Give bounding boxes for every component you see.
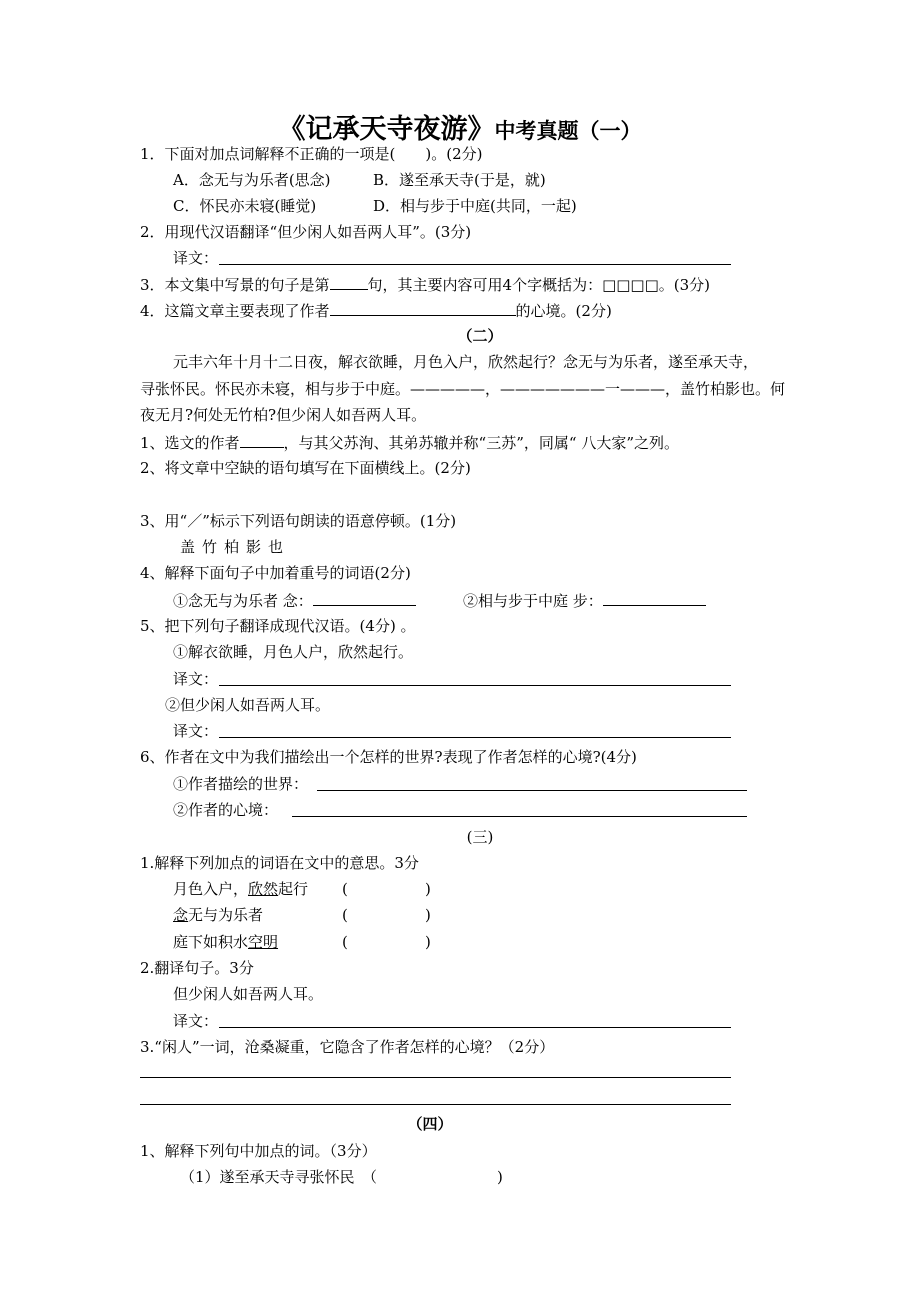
s1-q2-answer-line[interactable] [219,264,731,265]
s3-q1-row-3: 庭下如积水空明 [173,933,279,951]
section-4-heading: （四） [407,1115,453,1133]
s2-q2: 2、将文章中空缺的语句填写在下面横线上。(2分) [140,459,471,477]
s2-q1-blank[interactable] [240,432,284,448]
s2-q1: 1、选文的作者 ，与其父苏洵、其弟苏辙并称“三苏”，同属“ 八大家”之列。 [140,434,679,452]
s1-q2: 2．用现代汉语翻译“但少闲人如吾两人耳”。(3分) [140,223,472,241]
s3-q1-paren-open-3: ( [342,933,348,951]
s2-q4: 4、解释下面句子中加着重号的词语(2分) [140,564,411,582]
s2-passage-line-3: 夜无月?何处无竹柏?但少闲人如吾两人耳。 [140,406,427,424]
s2-q3-sentence: 盖竹柏影也 [180,538,291,556]
s3-q2-sentence: 但少闲人如吾两人耳。 [173,985,324,1003]
s2-q6-answer-line-1[interactable] [317,790,747,791]
title-sub: 中考真题（一） [494,118,642,143]
section-3-heading: (三) [466,828,494,846]
s2-q5-answer-line-1[interactable] [219,685,731,686]
s3-q1-paren-open-2: ( [342,906,348,924]
s3-q1: 1.解释下列加点的词语在文中的意思。3分 [140,854,419,872]
s2-q6-item-2: ②作者的心境： [173,801,279,819]
s2-q4-blank-2[interactable] [603,590,706,606]
s1-q1-option-c: C．怀民亦未寝(睡觉) [173,197,317,215]
s1-q3: 3．本文集中写景的句子是第 句，其主要内容可用4个字概括为：□□□□。(3分) [140,276,711,294]
s2-q5-label-2: 译文： [173,722,219,740]
s2-q4-blank-1[interactable] [313,590,416,606]
s2-passage-line-1: 元丰六年十月十二日夜，解衣欲睡，月色入户，欣然起行？念无与为乐者，遂至承天寺， [173,353,759,371]
s3-q1-paren-close-3: ) [425,933,431,951]
s2-q6-item-1: ①作者描绘的世界： [173,775,309,793]
s3-q1-row-2: 念无与为乐者 [173,906,264,924]
s1-q3-blank[interactable] [330,274,368,290]
s3-q3-answer-line-1[interactable] [140,1077,731,1078]
s3-q2-answer-line[interactable] [219,1027,731,1028]
s1-q1-option-b: B．遂至承天寺(于是，就) [373,171,546,189]
s2-q6-answer-line-2[interactable] [292,816,747,817]
s2-q4-item-2: ②相与步于中庭 步： [463,590,706,611]
s3-q2-label: 译文： [173,1012,219,1030]
s3-q1-paren-open-1: ( [342,880,348,898]
title-main: 《记承天寺夜游》 [278,114,495,145]
s2-q5-answer-line-2[interactable] [219,737,731,738]
s1-q2-label: 译文： [173,249,219,267]
s4-q1-item-1: （1）遂至承天寺寻张怀民 （ [180,1168,378,1186]
page-title [0,107,920,146]
s1-q1-option-d: D．相与步于中庭(共同，一起) [373,197,577,215]
s2-q4-item-1: ①念无与为乐者 念： [173,590,416,611]
s2-q5-label-1: 译文： [173,670,219,688]
s3-q3-answer-line-2[interactable] [140,1104,731,1105]
s3-q2: 2.翻译句子。3分 [140,959,254,977]
s2-q5-sentence-2: ②但少闲人如吾两人耳。 [165,696,331,714]
s1-q4-blank[interactable] [330,300,516,316]
s4-q1: 1、解释下列句中加点的词。（3分） [140,1142,377,1160]
s2-q5-sentence-1: ①解衣欲睡，月色人户，欣然起行。 [173,643,414,661]
s3-q1-paren-close-2: ) [425,906,431,924]
s1-q1-option-a: A．念无与为乐者(思念) [173,171,331,189]
s1-q1: 1．下面对加点词解释不正确的一项是( )。(2分) [140,145,483,163]
s2-passage-line-2: 寻张怀民。怀民亦未寝，相与步于中庭。—————，———————一———，盖竹柏影也。何 [140,380,786,398]
s2-q5: 5、把下列句子翻译成现代汉语。(4分) 。 [140,617,416,635]
section-2-heading: （二） [457,327,503,345]
s3-q1-paren-close-1: ) [425,880,431,898]
s2-q3: 3、用“／”标示下列语句朗读的语意停顿。(1分) [140,512,457,530]
s2-q6: 6、作者在文中为我们描绘出一个怎样的世界?表现了作者怎样的心境?(4分) [140,748,637,766]
s1-q4: 4．这篇文章主要表现了作者 的心境。(2分) [140,302,612,320]
s3-q1-row-1: 月色入户，欣然起行 [173,880,309,898]
s3-q3: 3.“闲人”一词，沧桑凝重，它隐含了作者怎样的心境？（2分） [140,1038,555,1056]
s4-q1-item-1-close: ) [497,1168,503,1186]
